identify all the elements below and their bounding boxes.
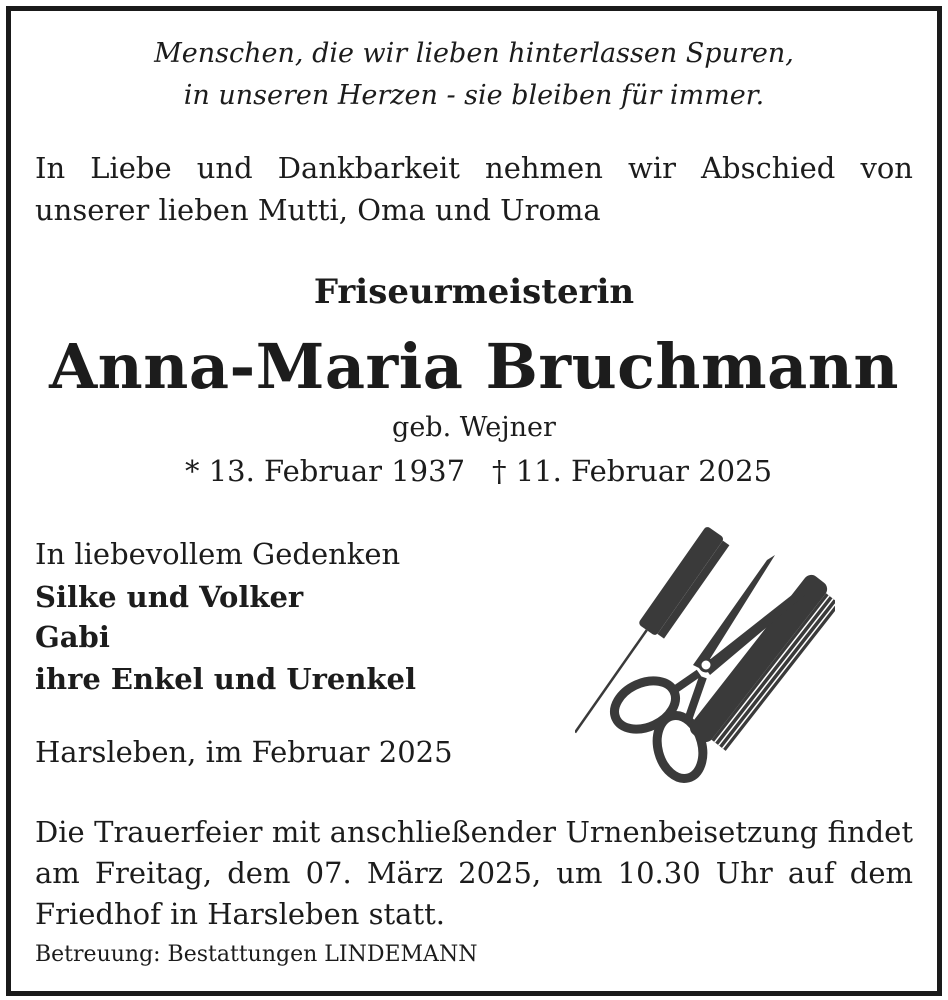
intro-line-1: In Liebe und Dankbarkeit nehmen wir Abschied von: [35, 151, 913, 185]
birth-date: * 13. Februar 1937: [185, 454, 466, 488]
mourner-1: Silke und Volker: [35, 580, 304, 614]
funeral-line-3: Friedhof in Harsleben statt.: [35, 897, 445, 931]
deceased-title: Friseurmeisterin: [313, 272, 635, 312]
funeral-line-2: am Freitag, dem 07. März 2025, um 10.30 Uhr auf dem: [35, 856, 913, 890]
undertaker: Betreuung: Bestattungen LINDEMANN: [35, 942, 478, 967]
place-date: Harsleben, im Februar 2025: [35, 735, 453, 769]
poem-line-2: in unseren Herzen - sie bleiben für immer.: [183, 80, 765, 111]
scissors-and-combs-icon: [575, 515, 835, 805]
intro-line-2: unserer lieben Mutti, Oma und Uroma: [35, 193, 601, 227]
poem-line-1: Menschen, die wir lieben hinterlassen Spuren,: [154, 38, 794, 69]
deceased-name: Anna-Maria Bruchmann: [49, 330, 899, 403]
death-date: † 11. Februar 2025: [492, 454, 773, 488]
mourner-3: ihre Enkel und Urenkel: [35, 662, 416, 696]
mourners-intro: In liebevollem Gedenken: [35, 537, 401, 571]
mourner-2: Gabi: [35, 620, 110, 654]
funeral-line-1: Die Trauerfeier mit anschließender Urnenbeisetzung findet: [35, 815, 913, 849]
birth-name: geb. Wejner: [392, 412, 556, 443]
